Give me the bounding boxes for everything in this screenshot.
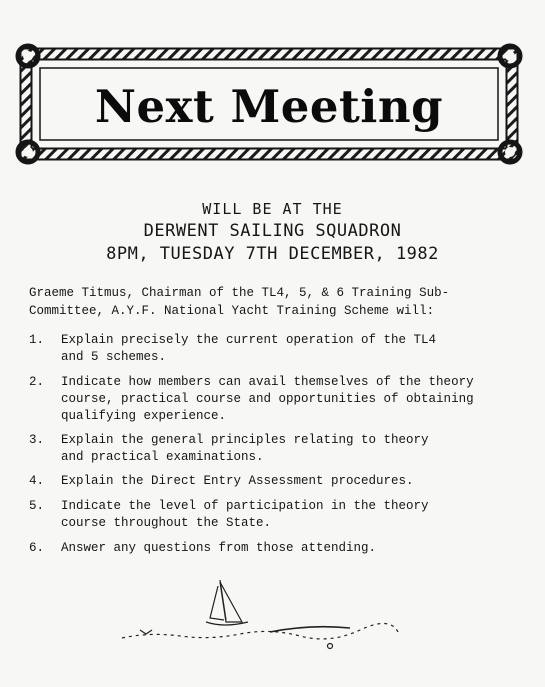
sailboat-illustration <box>120 572 400 657</box>
list-item-number: 2. <box>29 375 45 389</box>
heading-venue: DERWENT SAILING SQUADRON <box>143 221 402 241</box>
list-item-text: Explain the Direct Entry Assessment procedures. <box>61 474 414 488</box>
list-item-number: 3. <box>29 433 45 447</box>
list-item-number: 6. <box>29 541 45 555</box>
list-item-number: 1. <box>29 333 45 347</box>
banner-title: Next Meeting <box>94 80 444 133</box>
list-item-text: Explain precisely the current operation of the TL4 and 5 schemes. <box>61 333 437 364</box>
list-item-number: 5. <box>29 499 45 513</box>
list-item-text: Indicate the level of participation in the theory course throughout the State. <box>61 499 429 530</box>
intro-paragraph: Graeme Titmus, Chairman of the TL4, 5, & 6 Training Sub- Committee, A.Y.F. National Yacht Training Scheme will: <box>29 286 450 318</box>
list-item-number: 4. <box>29 474 45 488</box>
title-banner <box>14 42 524 166</box>
list-item-text: Indicate how members can avail themselves of the theory course, practical course and opportunities of obtaining qualifying experience. <box>61 375 474 423</box>
heading-line-1: WILL BE AT THE <box>202 200 343 218</box>
list-item-text: Answer any questions from those attending. <box>61 541 377 555</box>
heading-date-time: 8PM, TUESDAY 7TH DECEMBER, 1982 <box>106 244 439 264</box>
sailboat-icon <box>120 572 400 652</box>
list-item-text: Explain the general principles relating to theory and practical examinations. <box>61 433 429 464</box>
